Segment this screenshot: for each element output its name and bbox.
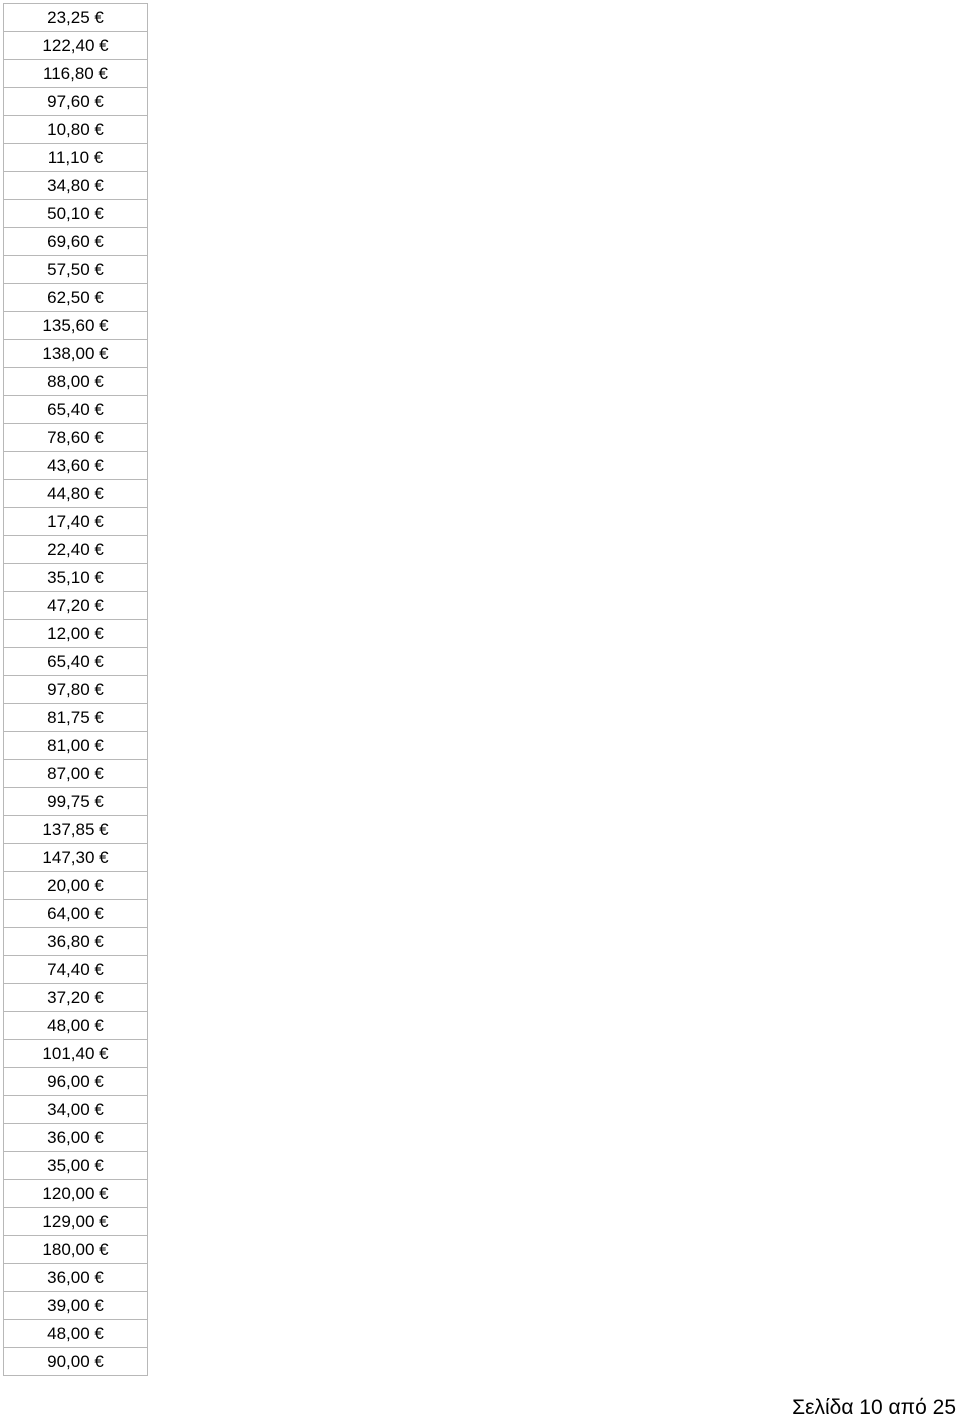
price-cell: 34,80 € (4, 172, 148, 200)
table-row (4, 284, 148, 312)
table-row (4, 1096, 148, 1124)
table-row (4, 116, 148, 144)
table-row (4, 872, 148, 900)
table-row (4, 928, 148, 956)
price-cell: 20,00 € (4, 872, 148, 900)
table-row (4, 984, 148, 1012)
table-row (4, 648, 148, 676)
table-row (4, 144, 148, 172)
price-cell: 48,00 € (4, 1012, 148, 1040)
price-cell: 47,20 € (4, 592, 148, 620)
price-cell: 101,40 € (4, 1040, 148, 1068)
table-row (4, 1320, 148, 1348)
price-cell: 64,00 € (4, 900, 148, 928)
price-cell: 35,00 € (4, 1152, 148, 1180)
table-row (4, 1012, 148, 1040)
price-cell: 36,00 € (4, 1264, 148, 1292)
table-row (4, 4, 148, 32)
price-cell: 36,00 € (4, 1124, 148, 1152)
table-row (4, 60, 148, 88)
price-cell: 36,80 € (4, 928, 148, 956)
price-cell: 57,50 € (4, 256, 148, 284)
price-cell: 39,00 € (4, 1292, 148, 1320)
price-cell: 90,00 € (4, 1348, 148, 1376)
price-cell: 99,75 € (4, 788, 148, 816)
table-row (4, 704, 148, 732)
price-cell: 81,00 € (4, 732, 148, 760)
table-row (4, 368, 148, 396)
table-row (4, 256, 148, 284)
price-cell: 97,60 € (4, 88, 148, 116)
price-cell: 116,80 € (4, 60, 148, 88)
price-cell: 87,00 € (4, 760, 148, 788)
price-cell: 147,30 € (4, 844, 148, 872)
table-row (4, 1124, 148, 1152)
table-row (4, 396, 148, 424)
price-cell: 35,10 € (4, 564, 148, 592)
price-cell: 10,80 € (4, 116, 148, 144)
price-cell: 120,00 € (4, 1180, 148, 1208)
table-row (4, 172, 148, 200)
price-column-table (3, 3, 148, 1376)
price-cell: 34,00 € (4, 1096, 148, 1124)
table-row (4, 1040, 148, 1068)
table-row (4, 1292, 148, 1320)
price-cell: 48,00 € (4, 1320, 148, 1348)
price-cell: 17,40 € (4, 508, 148, 536)
table-row (4, 1348, 148, 1376)
table-row (4, 340, 148, 368)
price-cell: 43,60 € (4, 452, 148, 480)
table-row (4, 424, 148, 452)
table-row (4, 732, 148, 760)
page-number-footer: Σελίδα 10 από 25 (792, 1396, 956, 1419)
price-cell: 74,40 € (4, 956, 148, 984)
price-cell: 88,00 € (4, 368, 148, 396)
price-cell: 122,40 € (4, 32, 148, 60)
price-cell: 96,00 € (4, 1068, 148, 1096)
price-cell: 81,75 € (4, 704, 148, 732)
price-cell: 44,80 € (4, 480, 148, 508)
table-row (4, 88, 148, 116)
price-cell: 135,60 € (4, 312, 148, 340)
table-row (4, 1208, 148, 1236)
price-cell: 22,40 € (4, 536, 148, 564)
table-row (4, 956, 148, 984)
table-row (4, 788, 148, 816)
table-row (4, 620, 148, 648)
price-cell: 129,00 € (4, 1208, 148, 1236)
table-row (4, 564, 148, 592)
table-row (4, 32, 148, 60)
price-table-body (4, 4, 148, 1376)
table-row (4, 844, 148, 872)
price-cell: 65,40 € (4, 396, 148, 424)
table-row (4, 760, 148, 788)
price-cell: 69,60 € (4, 228, 148, 256)
price-cell: 11,10 € (4, 144, 148, 172)
table-row (4, 200, 148, 228)
table-row (4, 312, 148, 340)
table-row (4, 816, 148, 844)
table-row (4, 536, 148, 564)
table-row (4, 452, 148, 480)
table-row (4, 1068, 148, 1096)
price-cell: 50,10 € (4, 200, 148, 228)
price-cell: 97,80 € (4, 676, 148, 704)
table-row (4, 592, 148, 620)
table-row (4, 1264, 148, 1292)
table-row (4, 1152, 148, 1180)
table-row (4, 676, 148, 704)
price-cell: 62,50 € (4, 284, 148, 312)
price-cell: 23,25 € (4, 4, 148, 32)
price-cell: 37,20 € (4, 984, 148, 1012)
price-cell: 180,00 € (4, 1236, 148, 1264)
price-cell: 137,85 € (4, 816, 148, 844)
table-row (4, 1180, 148, 1208)
table-row (4, 900, 148, 928)
table-row (4, 1236, 148, 1264)
price-cell: 12,00 € (4, 620, 148, 648)
price-cell: 138,00 € (4, 340, 148, 368)
price-cell: 78,60 € (4, 424, 148, 452)
price-cell: 65,40 € (4, 648, 148, 676)
table-row (4, 480, 148, 508)
table-row (4, 508, 148, 536)
table-row (4, 228, 148, 256)
